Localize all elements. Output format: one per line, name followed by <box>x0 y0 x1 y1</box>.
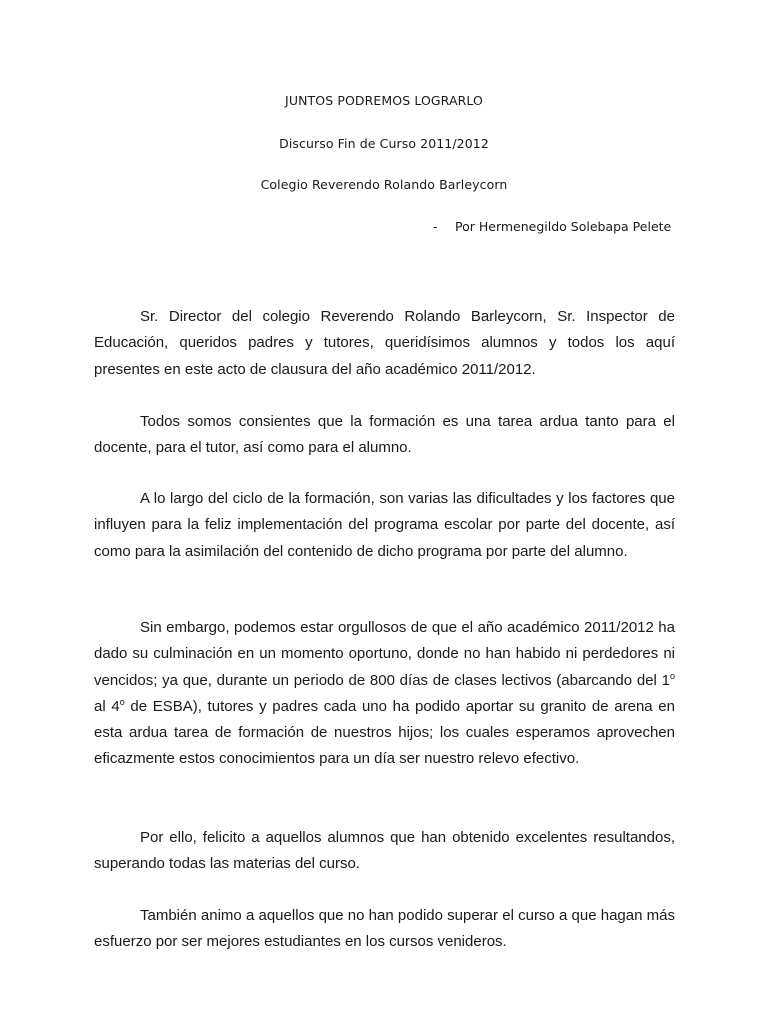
ordinal-superscript-4: o <box>119 696 125 707</box>
paragraph-congratulations: Por ello, felicito a aquellos alumnos que han obtenido excelentes resultandos, superando todas las materias del curso. <box>94 829 675 873</box>
paragraph-achievement <box>94 615 675 773</box>
paragraph-encouragement: También animo a aquellos que no han podido superar el curso a que hagan más esfuerzo por ser mejores estudiantes en los cursos venideros. <box>94 907 675 951</box>
author-name: Por Hermenegildo Solebapa Pelete <box>455 219 672 234</box>
paragraph-formation: Todos somos consientes que la formación es una tarea ardua tanto para el docente, para el tutor, así como para el alumno. <box>94 413 675 457</box>
author-dash: - <box>433 219 438 234</box>
author-line <box>433 219 671 234</box>
ordinal-superscript-1: o <box>669 670 675 681</box>
paragraph-greeting: Sr. Director del colegio Reverendo Rolando Barleycorn, Sr. Inspector de Educación, queridos padres y tutores, queridísimos alumnos y todos los aquí presentes en este acto de clausura del año académico 2011/2012. <box>94 308 675 378</box>
paragraph-achievement-part-a: Sin embargo, podemos estar orgullosos de que el año académico 2011/2012 ha dado su culminación en un momento oportuno, donde no han habido ni perdedores ni vencidos; ya que, durante un periodo de 800 días de clases lectivos (abarcando del 1 <box>94 619 675 689</box>
paragraph-achievement-part-b: al 4 <box>94 697 120 715</box>
paragraph-difficulties: A lo largo del ciclo de la formación, son varias las dificultades y los factores que influyen para la feliz implementación del programa escolar por parte del docente, así como para la asimilación del contenido de dicho programa por parte del alumno. <box>94 490 675 560</box>
document-title: JUNTOS PODREMOS LOGRARLO <box>285 93 483 108</box>
document-subtitle: Discurso Fin de Curso 2011/2012 <box>279 136 489 151</box>
paragraph-achievement-part-c: de ESBA), tutores y padres cada uno ha podido aportar su granito de arena en esta ardua tarea de formación de nuestros hijos; los cuales esperamos aprovechen eficazmente estos conocimientos para un día ser nuestro relevo efectivo. <box>94 697 675 768</box>
school-name: Colegio Reverendo Rolando Barleycorn <box>260 177 508 192</box>
